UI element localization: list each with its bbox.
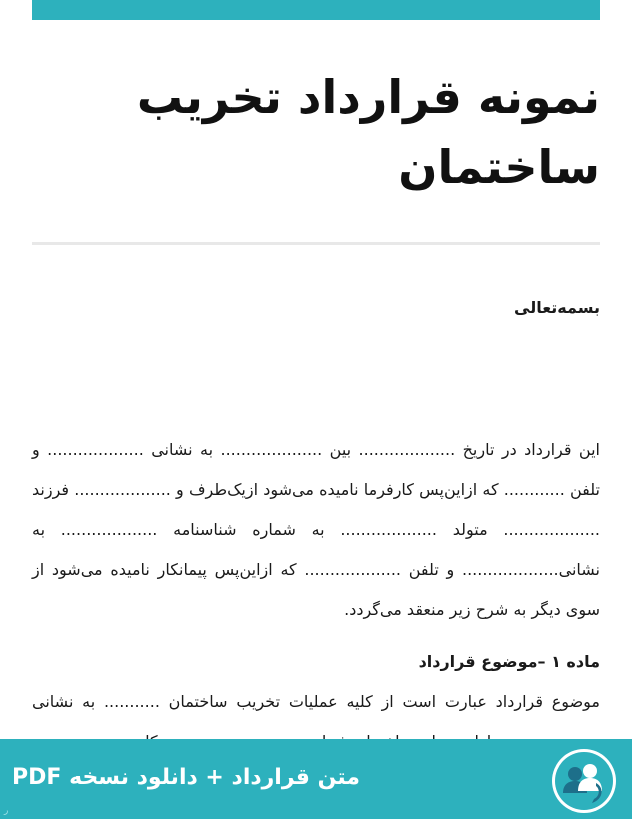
page-title: نمونه قرارداد تخریب ساختمان bbox=[136, 70, 600, 194]
download-banner-text[interactable]: متن قرارداد + دانلود نسخه PDF bbox=[12, 765, 360, 790]
download-banner[interactable] bbox=[0, 739, 632, 819]
intro-paragraph: این قرارداد در تاریخ ................... بین .................... به نشانی ................... و تلفن ............ که ازاین‌پس کارفرما نامیده می‌شود ازیک‌طرف و ................... فرزند ................... متولد ................... به شماره شناسنامه ................... به نشانی................... و تلفن ................... که ازاین‌پس پیمانکار نامیده می‌شود از سوی دیگر به شرح زیر منعقد می‌گردد. bbox=[32, 440, 600, 619]
article-1-body: موضوع قرارداد عبارت است از کلیه عملیات تخریب ساختمان ........... به نشانی bbox=[32, 692, 600, 711]
basmala-heading: بسمه‌تعالی bbox=[514, 298, 600, 317]
document-content bbox=[32, 290, 600, 762]
top-accent-bar bbox=[32, 0, 600, 20]
people-logo-icon bbox=[552, 749, 616, 813]
title-divider bbox=[32, 242, 600, 245]
corner-mark: ر bbox=[4, 806, 9, 816]
article-1-heading: ماده ۱ –موضوع قرارداد bbox=[418, 652, 600, 671]
